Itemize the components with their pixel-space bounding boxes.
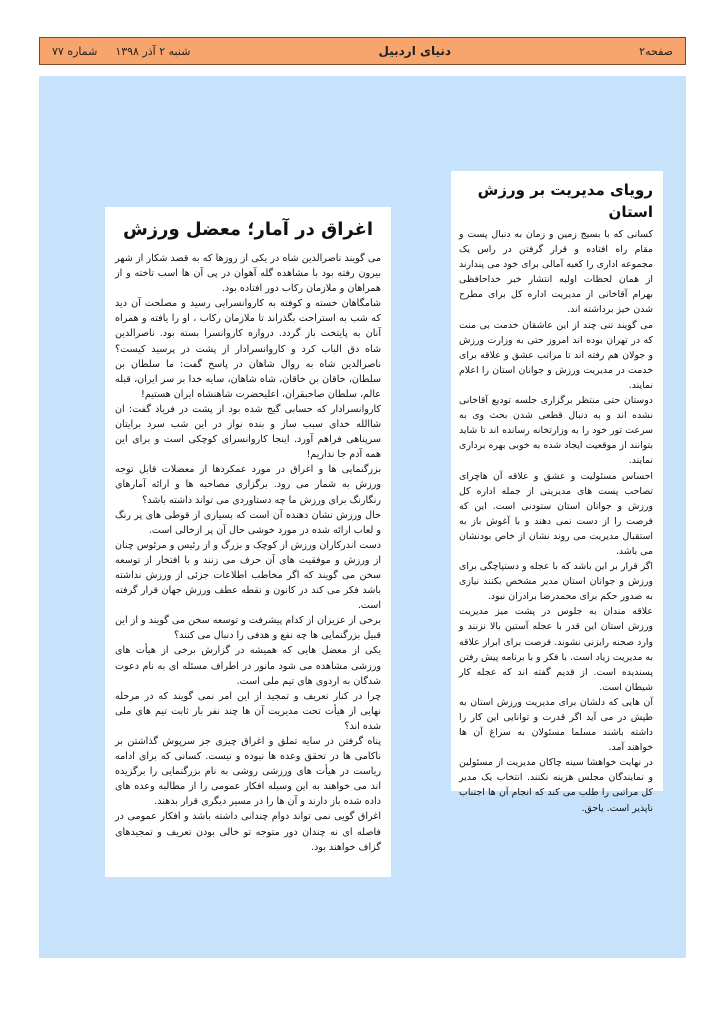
article-paragraph: دست اندرکاران ورزش از کوچک و بزرگ و از رئیس و مرئوس چنان از ورزش و موفقیت های آن حرف می زنند و با افتخار از توسعه سخن می گویند که اگر مخاطب اطلاعات جزئی از ورزش نداشته باشد فکر می کند در کانون و نقطه عطف ورزش جهان قرار گرفته است. [115, 539, 381, 612]
article-paragraph: اغراق گویی نمی تواند دوام چندانی داشته باشد و افکار عمومی در فاصله ای نه چندان دور متوجه تو خالی بودن تعریف و تمجیدهای گزاف خواهند بود. [115, 811, 381, 853]
issue-number: شماره ۷۷ [52, 44, 98, 58]
article-paragraph: یکی از معضل هایی که همیشه در گزارش برخی از هیأت های ورزشی مشاهده می شود مانور در اطراف مسئله ای به نام دعوت شدگان به اردوی های تیم ملی است. [115, 645, 381, 687]
article-paragraph: در نهایت خواهشا سینه چاکان مدیریت از مسئولین و نمایندگان مجلس هزینه نکنند. انتخاب یک مدیر کل مراتبی را طلب می کند که انجام آن ها اجتناب ناپذیر است. یاحق. [459, 757, 653, 814]
issue-date: شنبه ۲ آذر ۱۳۹۸ [115, 44, 191, 58]
article-paragraph: کاروانسرادار که حسابی گیج شده بود از پشت در فریاد گفت: ان شاالله خدای سبب ساز و بنده نواز در این شب سرد برایتان سرپناهی فراهم آورد. اینجا کاروانسرای کوچکی است و برای این همه آدم جا نداریم! [115, 403, 381, 461]
article-title: اغراق در آمار؛ معضل ورزش [122, 219, 374, 240]
page-header [39, 37, 686, 65]
article-sports-management [451, 171, 663, 814]
article-paragraph: می گویند ناصرالدین شاه در یکی از روزها که به قصد شکار از شهر بیرون رفته بود با مشاهده گله آهوان در پی آن ها اسب تاخته و از همراهان و ملازمان رکاب دور افتاده بود. [115, 253, 381, 295]
article-paragraph: می گویند تنی چند از این عاشقان خدمت بی منت که در تهران بوده اند امروز حتی به وزارت ورزش و جولان هم رفته اند تا مراتب عشق و علاقه برای خدمت در مدیریت ورزش و جوانان استان را اعلام نمایند. [459, 319, 653, 391]
article-paragraph: حال ورزش نشان دهنده آن است که بسیاری از قوطی های پر رنگ و لعاب ارائه شده در مورد خوشی حال آن پر ازخالی است. [115, 509, 381, 536]
issue-info [52, 45, 190, 58]
article-paragraph: چرا در کنار تعریف و تمجید از این امر نمی گویند که در مرحله نهایی از هیأت تحت مدیریت آن ها چند نفر بار ثابت تیم های ملی شده اند؟ [115, 690, 381, 732]
article-paragraph: پناه گرفتن در سایه تملق و اغراق چیزی جز سرپوش گذاشتن بر ناکامی ها در تحقق وعده ها نبوده و نیست. کسانی که برای ادامه ریاست در هیأت های ورزشی روشی به نام بزرگنمایی را برگزیده اند می خواهند به این وسیله افکار عمومی را از مطالبه وعده های داده شده باز دارند و آن ها را در مسیر دیگری قرار بدهند. [115, 736, 381, 808]
article-paragraph: اگر قرار بر این باشد که با عجله و دستپاچگی برای ورزش و جوانان استان مدیر مشخص بکنند نیازی به صدور حکم برای محمدرضا برادران نبود. [459, 561, 653, 603]
article-title: رویای مدیریت بر ورزش استان [477, 181, 653, 221]
article-paragraph: برخی از عزیزان از کدام پیشرفت و توسعه سخن می گویند و از این قبیل بزرگنمایی ها چه نفع و هدفی را دنبال می کنند؟ [115, 615, 381, 642]
article-paragraph: علاقه مندان به جلوس در پشت میز مدیریت ورزش استان این قدر با عجله آستین بالا نزنند و وارد صحنه رایزنی نشوند. فرصت برای ابراز علاقه به مدیریت زیاد است. با فکر و با برنامه پیش رفتن پسندیده است. از قدیم گفته اند که عجله کار شیطان است. [459, 606, 653, 693]
article-paragraph: دوستان حتی منتظر برگزاری جلسه تودیع آقاخانی نشده اند و به دنبال قطعی شدن بحث وی به سرعت تور خود را به وزارتخانه رسانده اند تا شاید بتوانند از موقعیت ایجاد شده به خوبی بهره برداری نمایند. [459, 395, 653, 467]
article-paragraph: آن هایی که دلشان برای مدیریت ورزش استان به طپش در می آید اگر قدرت و توانایی این کار را داشته باشند مسلما مسئولان به سراغ آن ها خواهند آمد. [459, 696, 653, 754]
article-paragraph: احساس مسئولیت و عشق و علاقه آن هاچرای تصاحب پست های مدیریتی از جمله اداره کل ورزش و جوانان استان ستودنی است. این که فرصت را از دست نمی دهند و با آغوش باز به استقبال مدیریت می روند نشان از خاص بودنشان می باشد. [459, 470, 653, 557]
page-number: صفحه۲ [639, 44, 673, 58]
article-paragraph: شامگاهان خسته و کوفته به کاروانسرایی رسید و مصلحت آن دید که شب به استراحت بگذراند تا ملازمان رکاب ، او را یافته و همراه آنان به پایتخت باز گردد. دروازه کاروانسرا بسته بود. ناصرالدین شاه دق الباب کرد و کاروانسرادار از پشت در پرسید کیست؟ ناصرالدین شاه به روال شاهان در پاسخ گفت: ما سلطان بن سلطان، خاقان بن خاقان، شاه شاهان، سایه خدا بر سر ایران، قبله عالم، سلطان صاحبقران، اعلیحضرت شاهنشاه ایران هستیم! [115, 298, 381, 400]
article-paragraph: بزرگنمایی ها و اغراق در مورد عمکردها از معضلات قابل توجه ورزش به شمار می رود. برگزاری مصاحبه ها و ارائه آمارهای رنگارنگ برای ورزش ما چه دستاوردی می تواند داشته باشد؟ [115, 464, 381, 506]
masthead-title: دنیای اردبیل [378, 44, 452, 58]
article-exaggeration [105, 207, 391, 877]
article-paragraph: کسانی که با بسیج زمین و زمان به دنبال پست و مقام راه افتاده و قرار گرفتن در راس یک مجموعه اداری را کعبه آمالی برای خود می پندارند از همان لحظات اولیه انتشار خبر خداحافظی بهرام آقاخانی از مدیریت اداره کل برای مطرح شدن خیز برداشته اند. [459, 229, 653, 316]
